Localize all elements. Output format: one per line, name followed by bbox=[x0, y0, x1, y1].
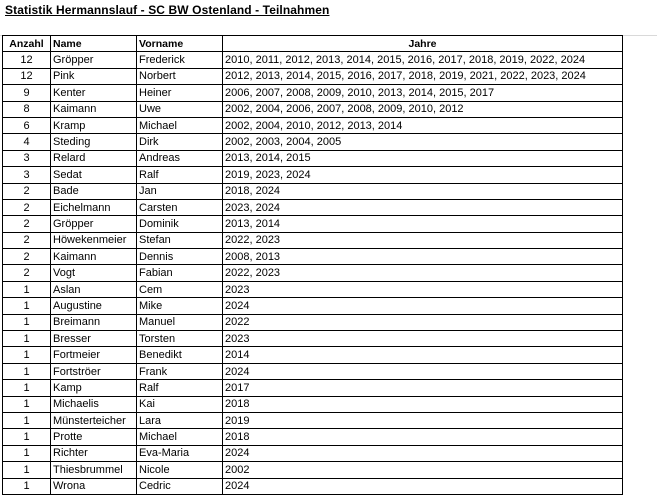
cell-name[interactable]: Gröpper bbox=[51, 216, 137, 232]
cell-jahre[interactable]: 2002, 2004, 2010, 2012, 2013, 2014 bbox=[223, 117, 623, 133]
cell-name[interactable]: Thiesbrummel bbox=[51, 462, 137, 478]
cell-name[interactable]: Vogt bbox=[51, 265, 137, 281]
table-row bbox=[3, 265, 623, 281]
table-row bbox=[3, 183, 623, 199]
cell-vorname[interactable]: Nicole bbox=[137, 462, 223, 478]
cell-jahre[interactable]: 2006, 2007, 2008, 2009, 2010, 2013, 2014, 2015, 2017 bbox=[223, 85, 623, 101]
cell-vorname[interactable]: Eva-Maria bbox=[137, 445, 223, 461]
table-body bbox=[3, 52, 623, 495]
cell-anzahl[interactable]: 2 bbox=[3, 183, 51, 199]
header-jahre[interactable]: Jahre bbox=[223, 36, 623, 52]
cell-jahre[interactable]: 2002, 2004, 2006, 2007, 2008, 2009, 2010, 2012 bbox=[223, 101, 623, 117]
table-row bbox=[3, 412, 623, 428]
cell-name[interactable]: Kaimann bbox=[51, 101, 137, 117]
cell-jahre[interactable]: 2008, 2013 bbox=[223, 249, 623, 265]
table-row bbox=[3, 478, 623, 494]
cell-jahre[interactable]: 2017 bbox=[223, 380, 623, 396]
cell-jahre[interactable]: 2024 bbox=[223, 478, 623, 494]
cell-name[interactable]: Pink bbox=[51, 68, 137, 84]
cell-name[interactable]: Bade bbox=[51, 183, 137, 199]
cell-name[interactable]: Wrona bbox=[51, 478, 137, 494]
cell-anzahl[interactable]: 1 bbox=[3, 462, 51, 478]
cell-vorname[interactable]: Norbert bbox=[137, 68, 223, 84]
cell-jahre[interactable]: 2022, 2023 bbox=[223, 232, 623, 248]
cell-vorname[interactable]: Uwe bbox=[137, 101, 223, 117]
cell-name[interactable]: Münsterteicher bbox=[51, 412, 137, 428]
cell-name[interactable]: Steding bbox=[51, 134, 137, 150]
cell-anzahl[interactable]: 2 bbox=[3, 199, 51, 215]
cell-anzahl[interactable]: 3 bbox=[3, 167, 51, 183]
table-row bbox=[3, 363, 623, 379]
cell-jahre[interactable]: 2022, 2023 bbox=[223, 265, 623, 281]
cell-anzahl[interactable]: 2 bbox=[3, 232, 51, 248]
cell-vorname[interactable]: Lara bbox=[137, 412, 223, 428]
cell-name[interactable]: Kamp bbox=[51, 380, 137, 396]
cell-name[interactable]: Höwekenmeier bbox=[51, 232, 137, 248]
cell-jahre[interactable]: 2024 bbox=[223, 445, 623, 461]
cell-jahre[interactable]: 2018 bbox=[223, 429, 623, 445]
cell-anzahl[interactable]: 1 bbox=[3, 396, 51, 412]
cell-vorname[interactable]: Manuel bbox=[137, 314, 223, 330]
cell-vorname[interactable]: Cem bbox=[137, 281, 223, 297]
table-row bbox=[3, 150, 623, 166]
table-row bbox=[3, 134, 623, 150]
header-vorname[interactable]: Vorname bbox=[137, 36, 223, 52]
cell-anzahl[interactable]: 1 bbox=[3, 331, 51, 347]
cell-anzahl[interactable]: 12 bbox=[3, 52, 51, 68]
cell-vorname[interactable]: Benedikt bbox=[137, 347, 223, 363]
cell-vorname[interactable]: Dominik bbox=[137, 216, 223, 232]
cell-anzahl[interactable]: 2 bbox=[3, 216, 51, 232]
cell-name[interactable]: Eichelmann bbox=[51, 199, 137, 215]
cell-name[interactable]: Protte bbox=[51, 429, 137, 445]
cell-anzahl[interactable]: 1 bbox=[3, 478, 51, 494]
cell-jahre[interactable]: 2014 bbox=[223, 347, 623, 363]
cell-anzahl[interactable]: 2 bbox=[3, 249, 51, 265]
cell-anzahl[interactable]: 1 bbox=[3, 314, 51, 330]
table-row bbox=[3, 199, 623, 215]
cell-jahre[interactable]: 2022 bbox=[223, 314, 623, 330]
cell-anzahl[interactable]: 6 bbox=[3, 117, 51, 133]
cell-jahre[interactable]: 2019 bbox=[223, 412, 623, 428]
participation-table bbox=[2, 35, 623, 495]
cell-anzahl[interactable]: 9 bbox=[3, 85, 51, 101]
cell-vorname[interactable]: Jan bbox=[137, 183, 223, 199]
cell-jahre[interactable]: 2018, 2024 bbox=[223, 183, 623, 199]
cell-anzahl[interactable]: 1 bbox=[3, 298, 51, 314]
cell-vorname[interactable]: Cedric bbox=[137, 478, 223, 494]
cell-name[interactable]: Relard bbox=[51, 150, 137, 166]
cell-name[interactable]: Kenter bbox=[51, 85, 137, 101]
empty-grid-row bbox=[0, 18, 657, 36]
table-row bbox=[3, 314, 623, 330]
cell-jahre[interactable]: 2023 bbox=[223, 331, 623, 347]
cell-anzahl[interactable]: 1 bbox=[3, 281, 51, 297]
table-row bbox=[3, 216, 623, 232]
table-row bbox=[3, 68, 623, 84]
cell-vorname[interactable]: Dirk bbox=[137, 134, 223, 150]
cell-name[interactable]: Kramp bbox=[51, 117, 137, 133]
cell-name[interactable]: Fortströer bbox=[51, 363, 137, 379]
cell-jahre[interactable]: 2002 bbox=[223, 462, 623, 478]
table-row bbox=[3, 281, 623, 297]
table-row bbox=[3, 462, 623, 478]
table-row bbox=[3, 167, 623, 183]
cell-anzahl[interactable]: 4 bbox=[3, 134, 51, 150]
cell-jahre[interactable]: 2023 bbox=[223, 281, 623, 297]
cell-jahre[interactable]: 2019, 2023, 2024 bbox=[223, 167, 623, 183]
table-header-row bbox=[3, 36, 623, 52]
table-row bbox=[3, 396, 623, 412]
table-row bbox=[3, 298, 623, 314]
cell-vorname[interactable]: Ralf bbox=[137, 167, 223, 183]
cell-vorname[interactable]: Michael bbox=[137, 429, 223, 445]
sheet-title: Statistik Hermannslauf - SC BW Ostenland - Teilnahmen bbox=[5, 3, 330, 17]
cell-vorname[interactable]: Heiner bbox=[137, 85, 223, 101]
cell-vorname[interactable]: Carsten bbox=[137, 199, 223, 215]
cell-jahre[interactable]: 2010, 2011, 2012, 2013, 2014, 2015, 2016, 2017, 2018, 2019, 2022, 2024 bbox=[223, 52, 623, 68]
cell-anzahl[interactable]: 1 bbox=[3, 363, 51, 379]
cell-jahre[interactable]: 2012, 2013, 2014, 2015, 2016, 2017, 2018, 2019, 2021, 2022, 2023, 2024 bbox=[223, 68, 623, 84]
cell-jahre[interactable]: 2013, 2014 bbox=[223, 216, 623, 232]
cell-anzahl[interactable]: 3 bbox=[3, 150, 51, 166]
table-row bbox=[3, 85, 623, 101]
cell-vorname[interactable]: Andreas bbox=[137, 150, 223, 166]
cell-anzahl[interactable]: 2 bbox=[3, 265, 51, 281]
cell-name[interactable]: Richter bbox=[51, 445, 137, 461]
cell-anzahl[interactable]: 1 bbox=[3, 445, 51, 461]
table-row bbox=[3, 249, 623, 265]
cell-anzahl[interactable]: 12 bbox=[3, 68, 51, 84]
cell-name[interactable]: Gröpper bbox=[51, 52, 137, 68]
table-row bbox=[3, 232, 623, 248]
table-row bbox=[3, 117, 623, 133]
table-row bbox=[3, 347, 623, 363]
table-row bbox=[3, 380, 623, 396]
cell-vorname[interactable]: Kai bbox=[137, 396, 223, 412]
cell-anzahl[interactable]: 8 bbox=[3, 101, 51, 117]
cell-jahre[interactable]: 2023, 2024 bbox=[223, 199, 623, 215]
table-row bbox=[3, 445, 623, 461]
table-row bbox=[3, 52, 623, 68]
cell-jahre[interactable]: 2024 bbox=[223, 363, 623, 379]
cell-vorname[interactable]: Frank bbox=[137, 363, 223, 379]
cell-vorname[interactable]: Torsten bbox=[137, 331, 223, 347]
cell-anzahl[interactable]: 1 bbox=[3, 380, 51, 396]
cell-name[interactable]: Fortmeier bbox=[51, 347, 137, 363]
cell-jahre[interactable]: 2018 bbox=[223, 396, 623, 412]
cell-vorname[interactable]: Fabian bbox=[137, 265, 223, 281]
table-row bbox=[3, 429, 623, 445]
cell-vorname[interactable]: Mike bbox=[137, 298, 223, 314]
cell-vorname[interactable]: Frederick bbox=[137, 52, 223, 68]
cell-name[interactable]: Breimann bbox=[51, 314, 137, 330]
cell-vorname[interactable]: Stefan bbox=[137, 232, 223, 248]
cell-vorname[interactable]: Dennis bbox=[137, 249, 223, 265]
cell-name[interactable]: Kaimann bbox=[51, 249, 137, 265]
cell-name[interactable]: Aslan bbox=[51, 281, 137, 297]
cell-vorname[interactable]: Michael bbox=[137, 117, 223, 133]
cell-jahre[interactable]: 2002, 2003, 2004, 2005 bbox=[223, 134, 623, 150]
cell-name[interactable]: Bresser bbox=[51, 331, 137, 347]
table-row bbox=[3, 101, 623, 117]
cell-name[interactable]: Sedat bbox=[51, 167, 137, 183]
cell-vorname[interactable]: Ralf bbox=[137, 380, 223, 396]
header-name[interactable]: Name bbox=[51, 36, 137, 52]
cell-anzahl[interactable]: 1 bbox=[3, 429, 51, 445]
cell-anzahl[interactable]: 1 bbox=[3, 347, 51, 363]
header-anzahl[interactable]: Anzahl bbox=[3, 36, 51, 52]
cell-name[interactable]: Michaelis bbox=[51, 396, 137, 412]
cell-jahre[interactable]: 2013, 2014, 2015 bbox=[223, 150, 623, 166]
cell-name[interactable]: Augustine bbox=[51, 298, 137, 314]
cell-jahre[interactable]: 2024 bbox=[223, 298, 623, 314]
table-row bbox=[3, 331, 623, 347]
cell-anzahl[interactable]: 1 bbox=[3, 412, 51, 428]
